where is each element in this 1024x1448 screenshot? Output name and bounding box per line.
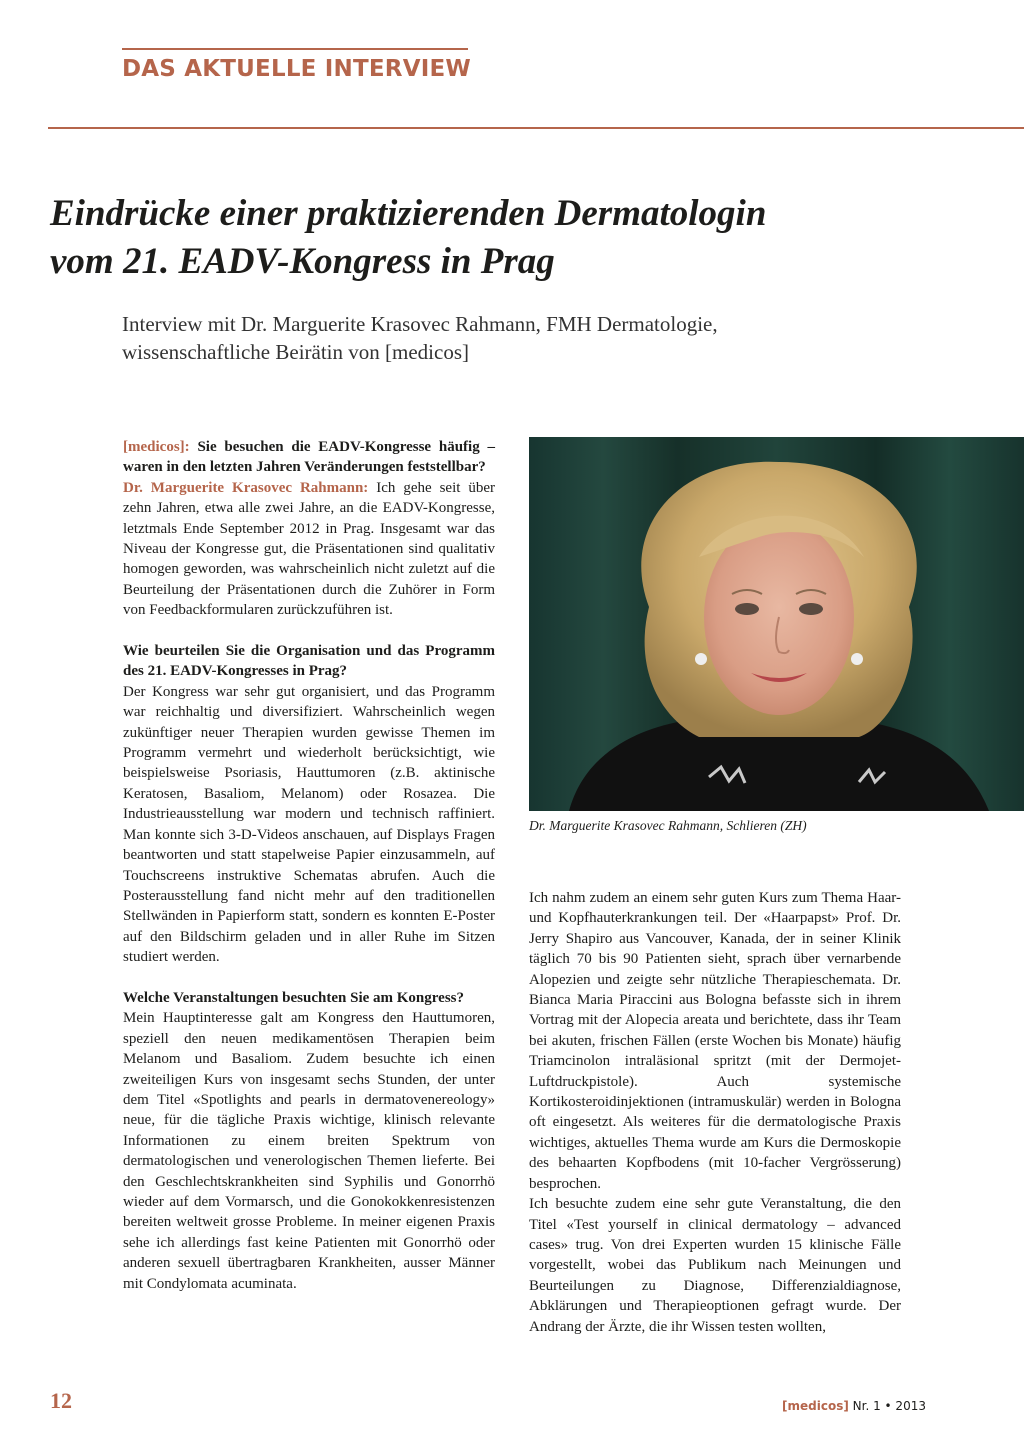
headline-line-1: Eindrücke einer praktizierenden Dermatologin: [50, 193, 767, 234]
answer-1-text: Ich gehe seit über zehn Jahren, etwa alle zwei Jahre, an die EADV-Kongresse, letztmals Ende September 2012 in Prag. Insgesamt war das Niveau der Kongresse gut, die Präsentationen sind qualitativ homogen geworden, was wahrscheinlich nicht zuletzt auf die Beurteilung der Präsentationen durch die Zuhörer in Form von Feedbackformularen zurückzuführen ist.: [123, 479, 495, 619]
photo-caption: Dr. Marguerite Krasovec Rahmann, Schlieren (ZH): [529, 818, 807, 833]
article-column-left: [123, 437, 495, 1294]
subtitle-line-1: Interview mit Dr. Marguerite Krasovec Rahmann, FMH Dermatologie,: [122, 312, 718, 336]
answer-3: Mein Hauptinteresse galt am Kongress den Hauttumoren, speziell den neuen medikamentösen Therapien beim Melanom und Basaliom. Zudem besuchte ich einen zweiteiligen Kurs von insgesamt sechs Stunden, der unter dem Titel «Spotlights and pearls in dermatovenereology» neue, für die tägliche Praxis wichtige, klinisch relevante Informationen zu einem breiten Spektrum von dermatologischen und venerologischen Themen lieferte. Bei den Geschlechtskrankheiten sind Syphilis und Gonorrhö wieder auf dem Vormarsch, und die Gonokokkenresistenzen bereiten weltweit grosse Probleme. In meiner eigenen Praxis sehe ich allerdings fast keine Patienten mit Gonorrhö oder anderen sexuell übertragbaren Krankheiten, ausser Männer mit Condylomata acuminata.: [123, 1010, 495, 1292]
portrait-photo: [529, 437, 1024, 811]
section-label: DAS AKTUELLE INTERVIEW: [122, 56, 471, 82]
speaker-interviewee: Dr. Marguerite Krasovec Rahmann:: [123, 479, 369, 496]
headline: [50, 190, 950, 286]
answer-3-continued-1: Ich nahm zudem an einem sehr guten Kurs zum Thema Haar- und Kopfhauterkrankungen teil. Der «Haarpapst» Prof. Dr. Jerry Shapiro aus Vancouver, Kanada, der in seiner Klinik täglich 70 bis 90 Patienten sieht, sprach über vernarbende Alopezien und zeigte sehr nützliche Therapieschemata. Dr. Bianca Maria Piraccini aus Bologna befasste sich in ihrem Vortrag mit der Alopecia areata und berichtete, dass ihr Team bei akuten, frischen Fällen (erste Wochen bis Monate) häufig Triamcinolon intraläsional spritzt (mit der Dermojet-Luftdruckpistole). Auch systemische Kortikosteroidinjektionen (intramuskulär) werden in Bologna oft eingesetzt. Als weiteres für die dermatologische Praxis wichtiges, aktuelles Thema wurde am Kurs die Dermoskopie des behaarten Kopfbodens (mit 10-facher Vergrösserung) besprochen.: [529, 890, 901, 1192]
answer-2: Der Kongress war sehr gut organisiert, und das Programm war reichhaltig und diversifiziert. Wahrscheinlich wegen zukünftiger neuer Therapien wurden gewisse Themen im Programm vermehrt und wiederholt berücksichtigt, wie beispielsweise Psoriasis, Hauttumoren (z.B. aktinische Keratosen, Basaliom, Melanom) oder Rosazea. Die Industrieausstellung war modern und technisch raffiniert. Man konnte sich 3-D-Videos anschauen, auf Displays Fragen beantworten und statt stapelweise Papier einzusammeln, auf Touchscreens instruktive Schematas abrufen. Auch die Posterausstellung fand nicht mehr auf den traditionellen Stellwänden in Papierform statt, sondern es konnten E-Poster auf den Bildschirm geladen und in aller Ruhe im Sitzen studiert werden.: [123, 683, 495, 966]
footer-issue: [782, 1399, 926, 1413]
footer-issue-number: Nr. 1 • 2013: [852, 1399, 926, 1413]
header-rule: [48, 127, 1024, 129]
portrait-illustration: [529, 437, 1024, 811]
question-1: [123, 437, 495, 478]
article-column-right: [529, 888, 901, 1337]
question-1-text: Sie besuchen die EADV-Kongresse häufig – waren in den letzten Jahren Veränderungen feststellbar?: [123, 439, 495, 476]
page-number: 12: [50, 1388, 72, 1413]
subtitle: [122, 310, 922, 366]
answer-3-continued-2: Ich besuchte zudem eine sehr gute Veranstaltung, die den Titel «Test yourself in clinical dermatology – advanced cases» trug. Von drei Experten wurden 15 klinische Fälle vorgestellt, wobei das Publikum nach Meinungen und Beurteilungen zu Diagnose, Differenzialdiagnose, Abklärungen und Therapieoptionen gefragt wurde. Der Andrang der Ärzte, die ihr Wissen testen wollten,: [529, 1196, 901, 1335]
question-2: Wie beurteilen Sie die Organisation und das Programm des 21. EADV-Kongresses in Prag?: [123, 643, 495, 680]
question-3: Welche Veranstaltungen besuchten Sie am Kongress?: [123, 989, 464, 1006]
footer-brand: [medicos]: [782, 1399, 849, 1413]
headline-line-2: vom 21. EADV-Kongress in Prag: [50, 241, 555, 282]
section-rule-top: [122, 48, 468, 50]
answer-1: [123, 478, 495, 621]
speaker-medicos: [medicos]:: [123, 439, 190, 455]
subtitle-line-2: wissenschaftliche Beirätin von [medicos]: [122, 340, 469, 364]
